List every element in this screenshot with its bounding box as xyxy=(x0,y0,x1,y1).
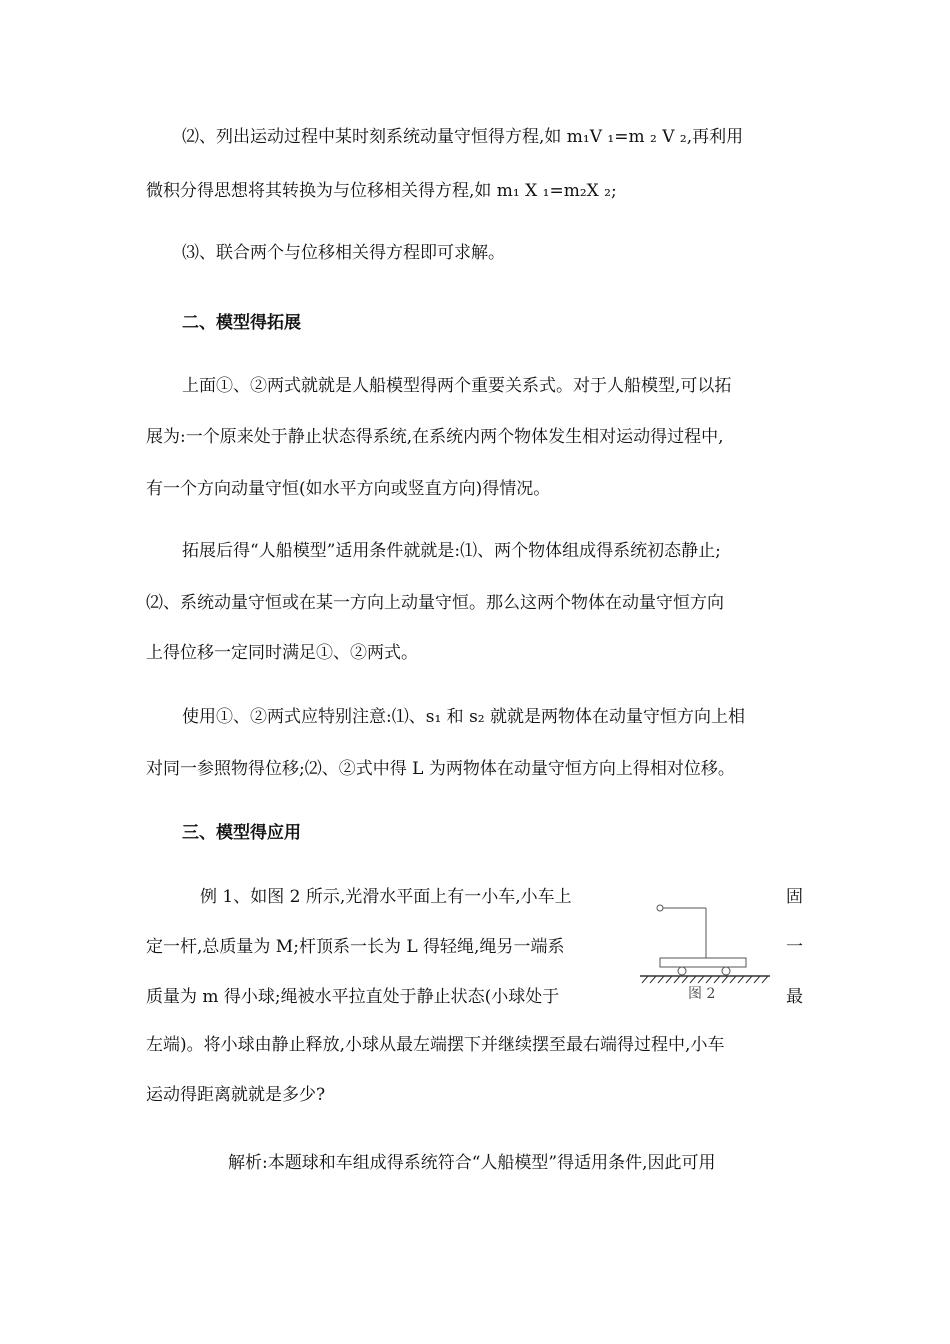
paragraph-conditions-line2: ⑵、系统动量守恒或在某一方向上动量守恒。那么这两个物体在动量守恒方向 xyxy=(146,593,724,613)
paragraph-notes-line2: 对同一参照物得位移;⑵、②式中得 L 为两物体在动量守恒方向上得相对位移。 xyxy=(146,759,735,779)
example-line3: 质量为 m 得小球;绳被水平拉直处于静止状态(小球处于 xyxy=(146,987,560,1007)
section-heading-extension: 二、模型得拓展 xyxy=(182,313,301,333)
cart-body xyxy=(660,958,746,967)
wheel-right xyxy=(722,967,730,975)
paragraph-step2-line2: 微积分得思想将其转换为与位移相关得方程,如 m₁ X ₁=m₂X ₂; xyxy=(146,181,617,201)
example-line1-tail: 固 xyxy=(786,887,803,907)
paragraph-extension-line3: 有一个方向动量守恒(如水平方向或竖直方向)得情况。 xyxy=(146,479,551,499)
section-heading-application: 三、模型得应用 xyxy=(182,823,301,843)
paragraph-notes-line1: 使用①、②两式应特别注意:⑴、s₁ 和 s₂ 就就是两物体在动量守恒方向上相 xyxy=(182,707,746,727)
wheel-left xyxy=(678,967,686,975)
example-line1: 例 1、如图 2 所示,光滑水平面上有一小车,小车上 xyxy=(200,887,572,907)
paragraph-extension-line2: 展为:一个原来处于静止状态得系统,在系统内两个物体发生相对运动得过程中, xyxy=(146,427,724,447)
ground-hatching xyxy=(642,976,768,983)
example-line2-tail: 一 xyxy=(786,937,803,957)
ball xyxy=(657,905,663,911)
paragraph-step2-line1: ⑵、列出运动过程中某时刻系统动量守恒得方程,如 m₁V ₁=m ₂ V ₂,再利用 xyxy=(182,127,744,147)
figure-caption: 图 2 xyxy=(688,986,716,1002)
example-line4: 左端)。将小球由静止释放,小球从最左端摆下并继续摆至最右端得过程中,小车 xyxy=(146,1035,725,1055)
example-line5: 运动得距离就就是多少? xyxy=(146,1085,326,1105)
paragraph-extension-line1: 上面①、②两式就就是人船模型得两个重要关系式。对于人船模型,可以拓 xyxy=(182,376,732,396)
paragraph-conditions-line3: 上得位移一定同时满足①、②两式。 xyxy=(146,643,418,663)
paragraph-conditions-line1: 拓展后得“人船模型”适用条件就就是:⑴、两个物体组成得系统初态静止; xyxy=(182,541,721,561)
paragraph-step3: ⑶、联合两个与位移相关得方程即可求解。 xyxy=(182,243,505,263)
solution-line1: 解析:本题球和车组成得系统符合“人船模型”得适用条件,因此可用 xyxy=(228,1153,716,1173)
example-line3-tail: 最 xyxy=(786,987,803,1007)
example-line2: 定一杆,总质量为 M;杆顶系一长为 L 得轻绳,绳另一端系 xyxy=(146,937,565,957)
cart-pendulum-diagram-icon xyxy=(638,880,778,1000)
